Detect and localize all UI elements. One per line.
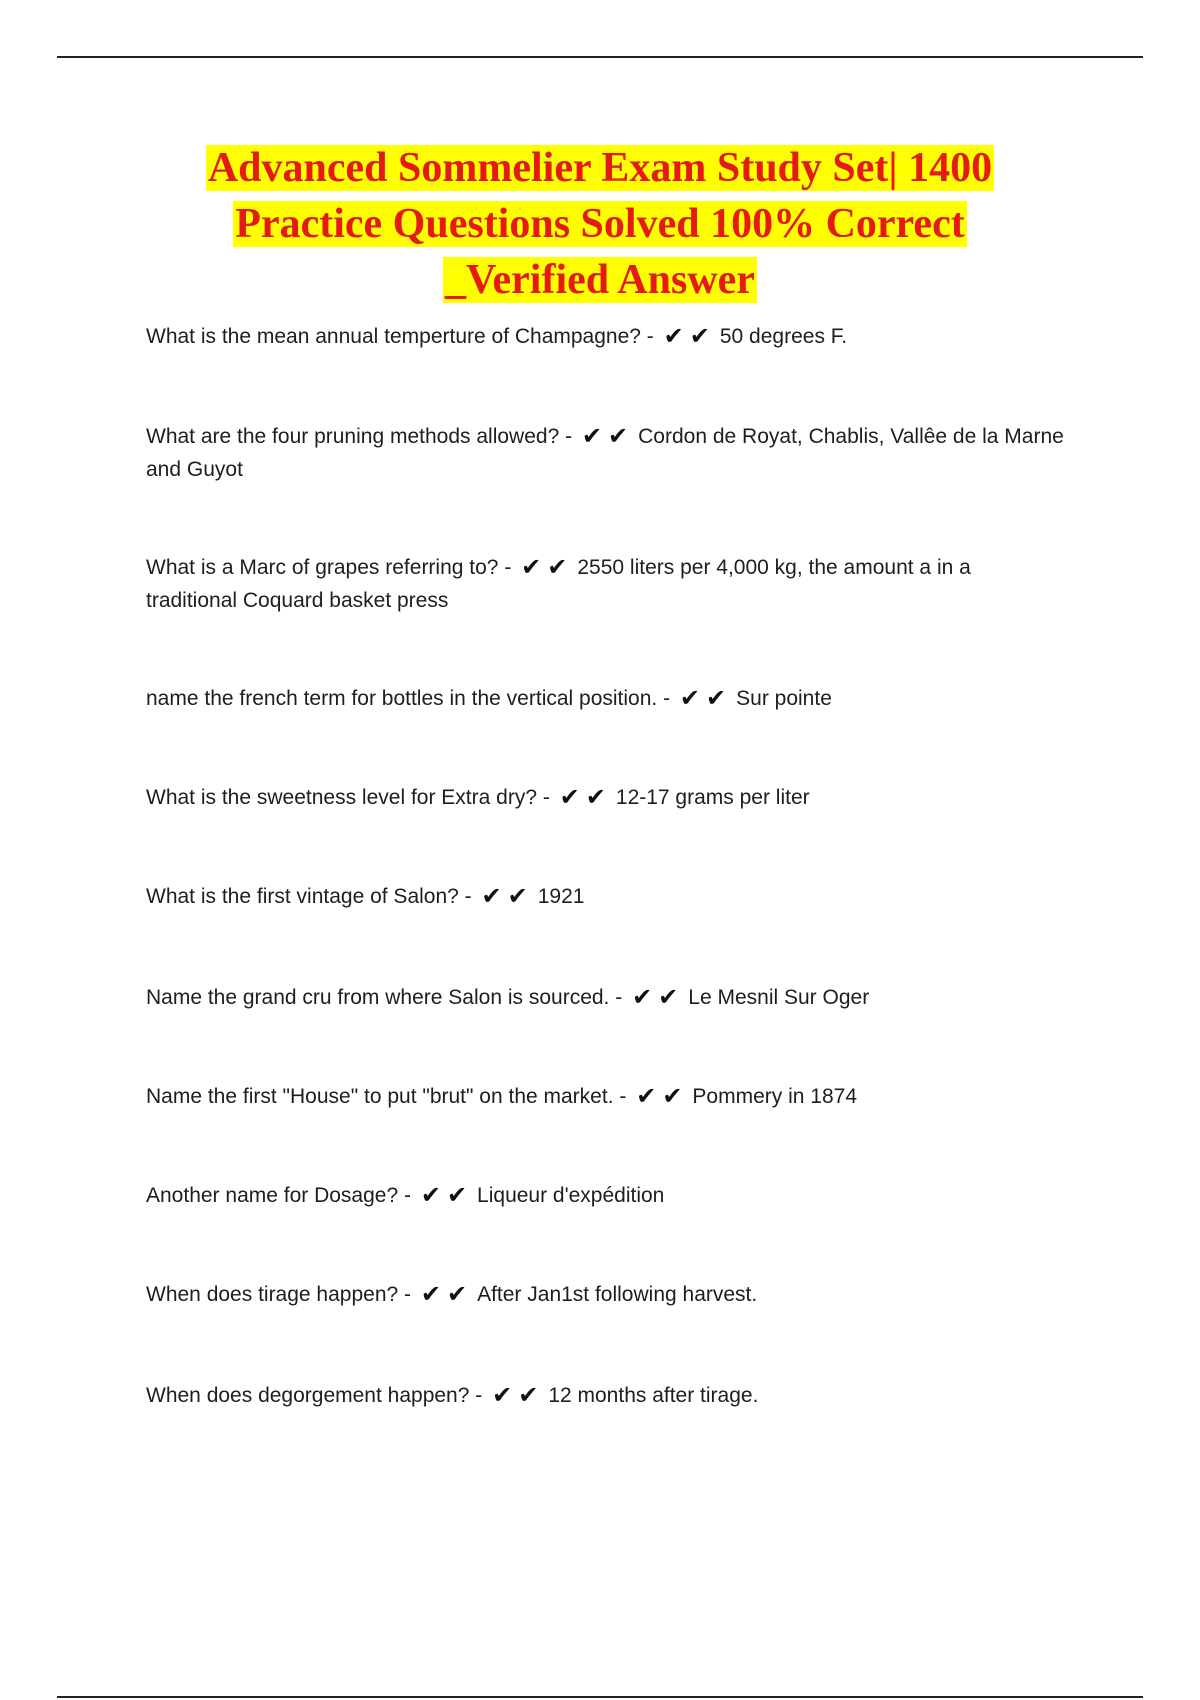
question-text: Name the first "House" to put "brut" on the market.: [146, 1085, 614, 1108]
answer-text: Pommery in 1874: [692, 1085, 857, 1108]
question-text: Name the grand cru from where Salon is sourced.: [146, 986, 610, 1009]
title-line-2: Practice Questions Solved 100% Correct: [235, 201, 965, 247]
double-check-icon: ✔✔: [679, 684, 733, 712]
double-check-icon: ✔✔: [481, 882, 534, 910]
title-line-1: Advanced Sommelier Exam Study Set| 1400: [207, 145, 993, 191]
qa-item: Another name for Dosage? - ✔✔ Liqueur d'expédition: [146, 1179, 1066, 1212]
question-text: name the french term for bottles in the vertical position.: [146, 687, 658, 710]
answer-text: 12-17 grams per liter: [615, 786, 810, 809]
bottom-rule: [57, 1696, 1143, 1698]
answer-text: 50 degrees F.: [719, 325, 848, 348]
double-check-icon: ✔✔: [636, 1082, 689, 1110]
qa-item: When does tirage happen? - ✔✔ After Jan1st following harvest.: [146, 1278, 1066, 1311]
qa-item: What is a Marc of grapes referring to? - ✔✔ 2550 liters per 4,000 kg, the amount a in a traditional Coquard basket press: [146, 553, 971, 612]
qa-item: When does degorgement happen? - ✔✔ 12 months after tirage.: [146, 1379, 1066, 1412]
answer-text: 12 months after tirage.: [548, 1384, 759, 1407]
qa-item: Name the first "House" to put "brut" on the market. - ✔✔ Pommery in 1874: [146, 1080, 1066, 1113]
question-text: What is the sweetness level for Extra dry?: [146, 786, 537, 809]
answer-text: 2550 liters per 4,000 kg, the amount a in a traditional Coquard basket press: [146, 556, 971, 612]
answer-text: Le Mesnil Sur Oger: [688, 986, 870, 1009]
double-check-icon: ✔✔: [420, 1181, 474, 1209]
question-text: What is a Marc of grapes referring to?: [146, 556, 499, 579]
double-check-icon: ✔✔: [559, 783, 612, 811]
qa-item: What are the four pruning methods allowed? - ✔✔ Cordon de Royat, Chablis, Vallêe de la Marne and Guyot: [146, 422, 1064, 481]
title-line-3: _Verified Answer: [445, 257, 755, 303]
qa-item: What is the first vintage of Salon? - ✔✔ 1921: [146, 880, 1066, 913]
answer-text: Cordon de Royat, Chablis, Vallêe de la Marne and Guyot: [146, 425, 1064, 481]
question-text: When does tirage happen?: [146, 1283, 399, 1306]
qa-item: name the french term for bottles in the vertical position. - ✔✔ Sur pointe: [146, 682, 1066, 715]
double-check-icon: ✔✔: [521, 553, 574, 581]
question-text: Another name for Dosage?: [146, 1184, 399, 1207]
qa-item: What is the mean annual temperture of Champagne? - ✔✔ 50 degrees F.: [146, 320, 1066, 353]
question-text: What are the four pruning methods allowed?: [146, 425, 560, 448]
question-text: When does degorgement happen?: [146, 1384, 470, 1407]
answer-text: 1921: [537, 885, 585, 908]
answer-text: After Jan1st following harvest.: [477, 1283, 758, 1306]
double-check-icon: ✔✔: [663, 322, 716, 350]
answer-text: Sur pointe: [736, 687, 832, 710]
top-rule: [57, 56, 1143, 58]
question-text: What is the mean annual temperture of Champagne?: [146, 325, 641, 348]
double-check-icon: ✔✔: [492, 1381, 545, 1409]
double-check-icon: ✔✔: [581, 422, 635, 450]
question-text: What is the first vintage of Salon?: [146, 885, 459, 908]
double-check-icon: ✔✔: [420, 1280, 474, 1308]
double-check-icon: ✔✔: [632, 983, 685, 1011]
qa-item: What is the sweetness level for Extra dry? - ✔✔ 12-17 grams per liter: [146, 781, 1066, 814]
answer-text: Liqueur d'expédition: [477, 1184, 665, 1207]
qa-item: Name the grand cru from where Salon is sourced. - ✔✔ Le Mesnil Sur Oger: [146, 981, 1066, 1014]
page-title: [0, 140, 1200, 308]
